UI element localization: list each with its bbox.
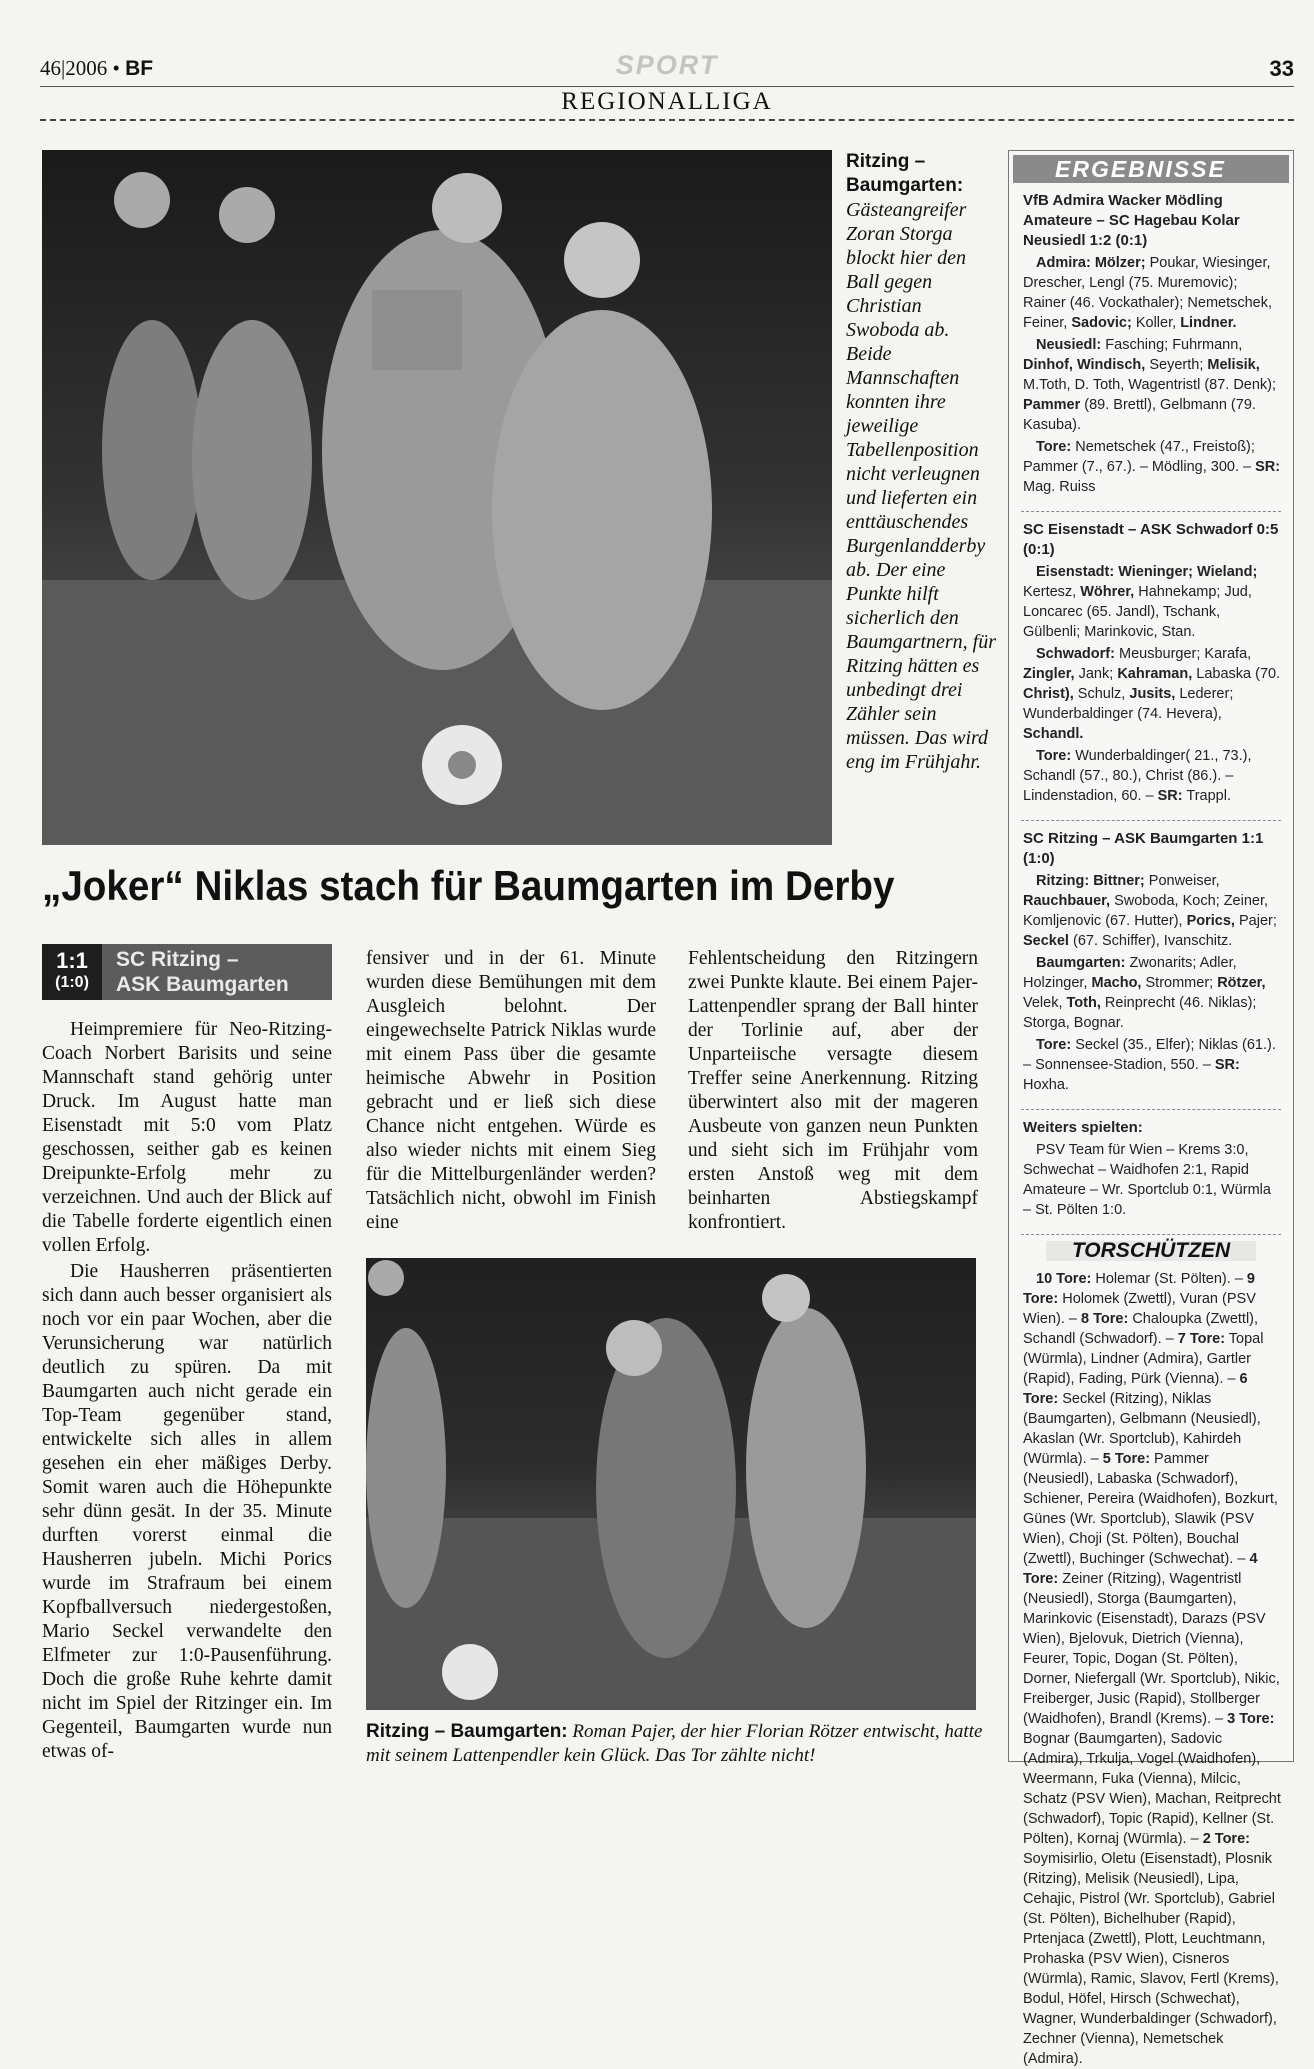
away-team: ASK Baumgarten (116, 973, 289, 996)
article-column-3 (688, 947, 978, 1235)
lineup-away: Baumgarten: Zwonarits; Adler, Holzinger, Macho, Strommer; Rötzer, Velek, Toth, Reinprecht (46. Niklas); Storga, Bognar. (1023, 955, 1266, 1031)
scorer-names: Seckel (Ritzing), Niklas (Baumgarten), Gelbmann (Neusiedl), Akaslan (Wr. Sportclub), Kahirdeh (Würmla). – (1023, 1391, 1261, 1467)
goal-count-label: 7 Tore: (1177, 1331, 1226, 1347)
divider (1021, 511, 1281, 512)
goal-count-label: 10 Tore: (1036, 1271, 1092, 1287)
goals-line: Tore: Seckel (35., Elfer); Niklas (61.). – Sonnensee-Stadion, 550. – SR: Hoxha. (1023, 1037, 1276, 1093)
match-title: VfB Admira Wacker Mödling Amateure – SC Hagebau Kolar Neusiedl 1:2 (0:1) (1023, 192, 1240, 249)
scorer-names: Pammer (Neusiedl), Labaska (Schwadorf), Schiener, Pereira (Waidhofen), Bozkurt, Günes (Wr. Sportclub), Slawik (PSV Wien), Choji (St. Pölten), Bouchal (Zwettl), Buchinger (Schwechat). – (1023, 1451, 1278, 1567)
divider (1021, 1234, 1281, 1235)
scorer-names: Soymisirlio, Oletu (Eisenstadt), Plosnik (Ritzing), Melisik (Neusiedl), Lipa, Cehajic, Pistrol (Wr. Sportclub), Gabriel (St. Pölten), Bichelhuber (Rapid), Prtenjaca (Zwettl), Plott, Leuchtmann, Prohaska (PSV Wien), Cisneros (Würmla), Ramic, Slavov, Fertl (Krems), Bodul, Höfel, Hirsch (Schwechat), Wagner, Wunderbaldinger (Schwadorf), Zechner (Vienna), Nemetschek (Admira). (1023, 1851, 1279, 2067)
lineup-home: Ritzing: Bittner; Ponweiser, Rauchbauer, Swoboda, Koch; Zeiner, Komljenovic (67. Hutter), Porics, Pajer; Seckel (67. Schiffer), Ivanschitz. (1023, 873, 1277, 949)
other-results-title: Weiters spielten: (1023, 1119, 1143, 1136)
other-results-text: PSV Team für Wien – Krems 3:0, Schwechat – Waidhofen 2:1, Rapid Amateure – Wr. Sportclub 0:1, Würmla – St. Pölten 1:0. (1023, 1142, 1271, 1218)
divider (1021, 820, 1281, 821)
match-result (1009, 191, 1293, 497)
goal-count-label: 5 Tore: (1102, 1451, 1151, 1467)
dashed-divider (40, 119, 1294, 121)
page-number: 33 (1269, 56, 1294, 81)
halftime-score: (1:0) (55, 974, 89, 991)
article-paragraph: fensiver und in der 61. Minute wurden diese Bemühungen mit dem Ausgleich belohnt. Der eingewechselte Patrick Niklas wurde mit einem Pass über die gesamte heimische Abwehr in Position gebracht und er ließ sich diese Chance nicht entgehen. Würde es also wieder nichts mit einem Sieg für die Mittelburgenländer werden? Tatsächlich nicht, obwohl im Finish eine (366, 948, 656, 1233)
match-title: SC Eisenstadt – ASK Schwadorf 0:5 (0:1) (1023, 521, 1279, 558)
lineup-away: Schwadorf: Meusburger; Karafa, Zingler, Jank; Kahraman, Labaska (70. Christ), Schulz, Jusits, Lederer; Wunderbaldinger (74. Hevera), Schandl. (1023, 646, 1281, 742)
scorer-names: Holomek (Zwettl), Vuran (PSV Wien). – (1023, 1291, 1256, 1327)
scorer-names: Chaloupka (Zwettl), Schandl (Schwadorf). – (1023, 1311, 1259, 1347)
goal-count-label: 9 Tore: (1023, 1271, 1255, 1307)
scorer-names: Zeiner (Ritzing), Wagentristl (Neusiedl), Storga (Baumgarten), Marinkovic (Eisenstadt), Darazs (PSV Wien), Bjelovuk, Dietrich (Vienna), Feurer, Topic, Dogan (St. Pölten), Dorner, Niefergall (Wr. Sportclub), Nikic, Freiberger, Jusic (Rapid), Stollberger (Waidhofen), Brandl (Krems). – (1023, 1571, 1280, 1727)
goal-count-label: 8 Tore: (1081, 1311, 1129, 1327)
goal-count-label: 2 Tore: (1202, 1831, 1250, 1847)
scorer-names: Bognar (Baumgarten), Sadovic (Admira), Trkulja, Vogel (Waidhofen), Weermann, Fuka (Vienna), Milcic, Schatz (PSV Wien), Machan, Reitprecht (Schwadorf), Topic (Rapid), Kellner (St. Pölten), Kornaj (Würmla). – (1023, 1731, 1281, 1847)
scorers-heading: TORSCHÜTZEN (1046, 1241, 1256, 1261)
article-paragraph: Die Hausherren präsentierten sich dann auch besser organisiert als noch vor ein paar Wochen, aber die Verunsicherung war natürlich deutlich zu spüren. Da mit Baumgarten auch nicht gerade ein Top-Team gegenüber stand, entwickelte sich alles in allem gesehen ein eher mäßiges Derby. Somit waren auch die Höhepunkte sehr dünn gesät. In der 35. Minute durften vorerst einmal die Hausherren jubeln. Michi Porics wurde im Strafraum bei einem Kopfballversuch niedergestoßen, Mario Seckel verwandelte den Elfmeter zur 1:0-Pausenführung. Doch die große Ruhe kehrte damit nicht im Spiel der Ritzinger ein. Im Gegenteil, Baumgarten wurde nun etwas of- (42, 1261, 332, 1762)
home-team: SC Ritzing – (116, 948, 239, 971)
article-headline: „Joker“ Niklas stach für Baumgarten im Derby (42, 862, 895, 909)
match-result (1009, 829, 1293, 1095)
scorer-names: Holemar (St. Pölten). – (1091, 1271, 1247, 1287)
photo-caption-main: Ritzing – Baumgarten: Gästeangreifer Zoran Storga blockt hier den Ball gegen Christian Swoboda ab. Beide Mannschaften konnten ihre jeweilige Tabellenposition nicht verleugnen und lieferten ein enttäuschendes Burgenlandderby ab. Der eine Punkte hilft sicherlich den Baumgartnern, für Ritzing hätten es unbedingt drei Zähler sein müssen. Das wird eng im Frühjahr. (846, 151, 996, 773)
lineup-home: Eisenstadt: Wieninger; Wieland; Kertesz, Wöhrer, Hahnekamp; Jud, Loncarec (65. Jandl), Tschank, Gülbenli; Marinkovic, Stan. (1023, 564, 1258, 640)
other-results (1009, 1118, 1293, 1220)
lineup-home: Admira: Mölzer; Poukar, Wiesinger, Drescher, Lengl (75. Muremovic); Rainer (46. Vockathaler); Nemetschek, Feiner, Sadovic; Koller, Lindner. (1023, 255, 1273, 331)
photo-caption-secondary: Ritzing – Baumgarten: Roman Pajer, der hier Florian Rötzer entwischt, hatte mit seinem Lattenpendler kein Glück. Das Tor zählte nicht! (366, 1721, 983, 1766)
article-paragraph: Fehlentscheidung den Ritzingern zwei Punkte klaute. Bei einem Pajer-Lattenpendler sprang der Ball hinter der Torlinie auf, aber der Unparteiische versagte diesem Treffer seine Anerkennung. Ritzing überwintert also mit der mageren Ausbeute von ganzen neun Punkten und sieht sich im Frühjahr vom ersten Anstoß weg mit dem beinharten Abstiegskampf konfrontiert. (688, 948, 978, 1233)
goal-count-label: 4 Tore: (1023, 1551, 1258, 1587)
score-box (42, 944, 332, 1000)
match-photo-secondary (366, 1258, 976, 1710)
match-result (1009, 520, 1293, 806)
article-column-1 (42, 1018, 332, 1764)
goal-count-label: 3 Tore: (1227, 1711, 1275, 1727)
results-sidebar (1008, 150, 1294, 2067)
divider (1021, 1109, 1281, 1110)
lineup-away: Neusiedl: Fasching; Fuhrmann, Dinhof, Windisch, Seyerth; Melisik, M.Toth, D. Toth, Wagentristl (87. Denk); Pammer (89. Brettl), Gelbmann (79. Kasuba). (1023, 337, 1277, 433)
goal-count-label: 6 Tore: (1023, 1371, 1248, 1407)
article-paragraph: Heimpremiere für Neo-Ritzing-Coach Norbert Barisits und seine Mannschaft stand gehörig unter Druck. Im August hatte man Eisenstadt mit 5:0 vom Platz geschossen, seither gab es keinen Dreipunkte-Erfolg mehr zu verzeichnen. Und auch der Blick auf die Tabelle forderte eigentlich einen vollen Erfolg. (42, 1019, 332, 1256)
subsection-title: REGIONALLIGA (561, 88, 773, 115)
final-score: 1:1 (56, 948, 88, 973)
results-heading: ERGEBNISSE (1013, 155, 1289, 183)
article-column-2 (366, 947, 656, 1235)
goals-line: Tore: Wunderbaldinger( 21., 73.), Schandl (57., 80.), Christ (86.). – Lindenstadion, 60. – SR: Trappl. (1023, 748, 1252, 804)
score-block (42, 944, 102, 1000)
page-header (40, 50, 1294, 90)
match-photo-main (42, 150, 832, 845)
section-title: SPORT (615, 50, 719, 80)
scorer-names: Topal (Würmla), Lindner (Admira), Gartler (Rapid), Fading, Pürk (Vienna). – (1023, 1331, 1264, 1387)
scorers-list (1009, 1265, 1293, 2069)
header-rule (40, 86, 1294, 87)
match-title: SC Ritzing – ASK Baumgarten 1:1 (1:0) (1023, 830, 1264, 867)
goals-line: Tore: Nemetschek (47., Freistoß); Pammer (7., 67.). – Mödling, 300. – SR: Mag. Ruiss (1023, 439, 1281, 495)
issue-number: 46|2006 • BF (40, 56, 154, 80)
